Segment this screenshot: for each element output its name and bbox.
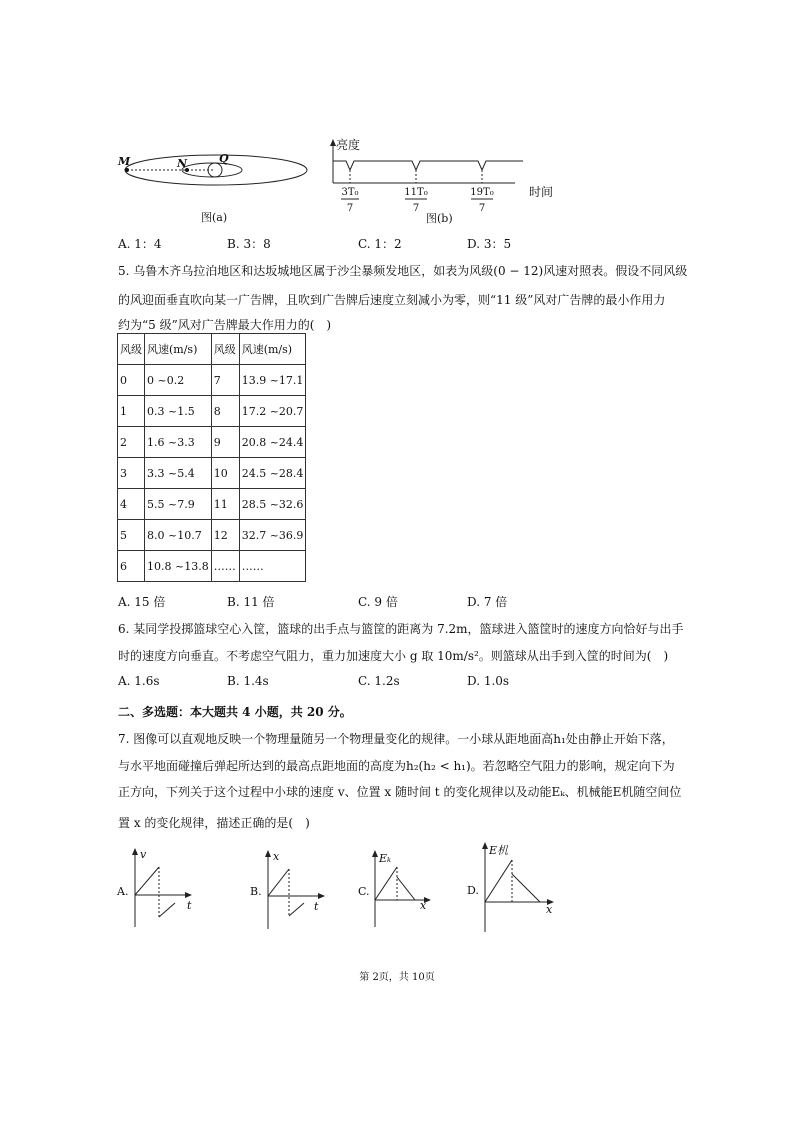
brightness-curve xyxy=(333,161,523,170)
table-cell: 6 xyxy=(118,551,145,582)
q6-option-c[interactable]: C. 1.2s xyxy=(358,674,400,688)
table-cell: 1 xyxy=(118,396,145,427)
x-axis-label: t xyxy=(314,900,319,913)
table-cell: 3.3 ~5.4 xyxy=(145,458,212,489)
table-cell: 11 xyxy=(211,489,239,520)
q5-option-d[interactable]: D. 7 倍 xyxy=(467,595,508,609)
table-cell: 5.5 ~7.9 xyxy=(145,489,212,520)
y-axis-label: E机 xyxy=(489,844,509,857)
x-axis-arrow xyxy=(185,892,192,898)
table-cell: 3 xyxy=(118,458,145,489)
table-cell: 4 xyxy=(118,489,145,520)
table-cell: 5 xyxy=(118,520,145,551)
q7-stem-line-2: 与水平地面碰撞后弹起所达到的最高点距地面的高度为h₂(h₂ < h₁)。若忽略空气阻力的影响，规定向下为 xyxy=(118,759,675,773)
q5-option-a[interactable]: A. 15 倍 xyxy=(118,595,166,609)
q5-option-c[interactable]: C. 9 倍 xyxy=(358,595,398,609)
x-axis-label: x xyxy=(546,903,553,916)
x-axis-label: x xyxy=(420,899,427,912)
wind-speed-table xyxy=(117,333,306,582)
figure-b-brightness-graph xyxy=(325,133,565,228)
table-cell: 7 xyxy=(211,365,239,396)
y-axis-label: v xyxy=(140,848,147,861)
mech-energy-rise xyxy=(485,860,512,902)
y-axis-arrow xyxy=(372,850,378,857)
q4-option-d[interactable]: D. 3：5 xyxy=(467,237,512,251)
q6-option-d[interactable]: D. 1.0s xyxy=(467,674,510,688)
tick-1-den: 7 xyxy=(346,203,354,214)
table-header-cell: 风级 xyxy=(118,334,145,365)
velocity-rebound xyxy=(159,903,175,917)
q5-stem-line-2: 的风迎面垂直吹向某一广告牌，且吹到广告牌后速度立刻减小为零，则“11 级”风对广告牌的最小作用力 xyxy=(118,293,666,307)
table-row xyxy=(118,458,306,489)
option-d-letter: D. xyxy=(467,884,479,897)
q7-stem-line-1: 7. 图像可以直观地反映一个物理量随另一个物理量变化的规律。一小球从距地面高h₁处由静止开始下落， xyxy=(118,732,674,746)
table-cell: 8 xyxy=(211,396,239,427)
table-row xyxy=(118,520,306,551)
table-cell: 10 xyxy=(211,458,239,489)
q5-stem-line-3: 约为“5 级”风对广告牌最大作用力的( ) xyxy=(118,318,332,332)
y-axis-label: Eₖ xyxy=(379,852,392,865)
table-cell: 10.8 ~13.8 xyxy=(145,551,212,582)
q7-option-b-graph[interactable] xyxy=(248,843,333,933)
q4-option-c[interactable]: C. 1：2 xyxy=(358,237,402,251)
table-row xyxy=(118,396,306,427)
q6-option-b[interactable]: B. 1.4s xyxy=(227,674,269,688)
position-rise xyxy=(268,869,289,896)
table-cell: 32.7 ~36.9 xyxy=(239,520,306,551)
table-cell: 0 ~0.2 xyxy=(145,365,212,396)
q7-stem-line-3: 正方向，下列关于这个过程中小球的速度 v、位置 x 随时间 t 的变化规律以及动能Eₖ、机械能E机随空间位 xyxy=(118,785,682,799)
energy-rebound xyxy=(397,877,415,900)
y-axis-arrow xyxy=(482,842,488,849)
option-b-letter: B. xyxy=(250,885,262,898)
q7-option-a-graph[interactable] xyxy=(115,843,200,933)
label-q: Q xyxy=(219,152,229,165)
page-footer: 第 2页，共 10页 xyxy=(359,972,435,983)
table-header-cell: 风速(m/s) xyxy=(239,334,306,365)
caption-a: 图(a) xyxy=(201,211,228,224)
table-cell: 2 xyxy=(118,427,145,458)
table-cell: 0.3 ~1.5 xyxy=(145,396,212,427)
table-cell: 13.9 ~17.1 xyxy=(239,365,306,396)
table-cell: 24.5 ~28.4 xyxy=(239,458,306,489)
q6-option-a[interactable]: A. 1.6s xyxy=(118,674,160,688)
table-cell: 1.6 ~3.3 xyxy=(145,427,212,458)
point-m xyxy=(125,168,129,172)
table-row xyxy=(118,427,306,458)
table-header-cell: 风级 xyxy=(211,334,239,365)
y-axis-label: x xyxy=(273,850,280,863)
q7-option-c-graph[interactable] xyxy=(356,843,441,933)
tick-2-num: 11T₀ xyxy=(404,187,428,198)
option-c-letter: C. xyxy=(358,885,370,898)
mech-energy-rebound xyxy=(512,874,540,902)
y-label-brightness: 亮度 xyxy=(336,138,361,152)
section-heading-multiple-choice: 二、多选题：本大题共 4 小题，共 20 分。 xyxy=(118,705,352,719)
label-n: N xyxy=(177,157,188,170)
x-axis-arrow xyxy=(318,893,325,899)
table-row xyxy=(118,489,306,520)
energy-rise xyxy=(375,867,397,900)
table-cell: 28.5 ~32.6 xyxy=(239,489,306,520)
x-axis-label: t xyxy=(187,899,192,912)
table-cell: 17.2 ~20.7 xyxy=(239,396,306,427)
label-m: M xyxy=(118,155,131,168)
velocity-rise xyxy=(135,867,159,895)
table-row xyxy=(118,365,306,396)
q6-stem-line-1: 6. 某同学投掷篮球空心入筐，篮球的出手点与篮筐的距离为 7.2m，篮球进入篮筐时的速度方向恰好与出手 xyxy=(118,622,684,636)
table-cell: …… xyxy=(239,551,306,582)
table-cell: 9 xyxy=(211,427,239,458)
table-cell: …… xyxy=(211,551,239,582)
tick-3-num: 19T₀ xyxy=(470,187,494,198)
table-cell: 20.8 ~24.4 xyxy=(239,427,306,458)
x-label-time: 时间 xyxy=(529,185,554,199)
caption-b: 图(b) xyxy=(426,212,453,225)
position-rebound xyxy=(289,903,304,916)
q5-option-b[interactable]: B. 11 倍 xyxy=(227,595,275,609)
table-cell: 0 xyxy=(118,365,145,396)
y-axis-arrow xyxy=(265,850,271,857)
q7-stem-line-4: 置 x 的变化规律，描述正确的是( ) xyxy=(118,816,310,830)
option-a-letter: A. xyxy=(117,885,129,898)
table-row xyxy=(118,551,306,582)
table-cell: 12 xyxy=(211,520,239,551)
q5-stem-line-1: 5. 乌鲁木齐乌拉泊地区和达坂城地区属于沙尘暴频发地区，如表为风级(0 − 12)风速对照表。假设不同风级 xyxy=(118,264,688,278)
y-axis-arrow xyxy=(132,848,138,855)
tick-2-den: 7 xyxy=(412,203,420,214)
q4-option-a[interactable]: A. 1：4 xyxy=(118,237,162,251)
table-cell: 8.0 ~10.7 xyxy=(145,520,212,551)
tick-3-den: 7 xyxy=(478,203,486,214)
table-header-cell: 风速(m/s) xyxy=(145,334,212,365)
table-header-row xyxy=(118,334,306,365)
q7-option-d-graph[interactable] xyxy=(465,840,560,940)
q4-option-b[interactable]: B. 3：8 xyxy=(227,237,271,251)
q6-stem-line-2: 时的速度方向垂直。不考虑空气阻力，重力加速度大小 g 取 10m/s²。则篮球从出手到入筐的时间为( ) xyxy=(118,649,669,663)
figure-a-orbit-diagram xyxy=(115,140,320,230)
tick-1-num: 3T₀ xyxy=(341,187,359,198)
